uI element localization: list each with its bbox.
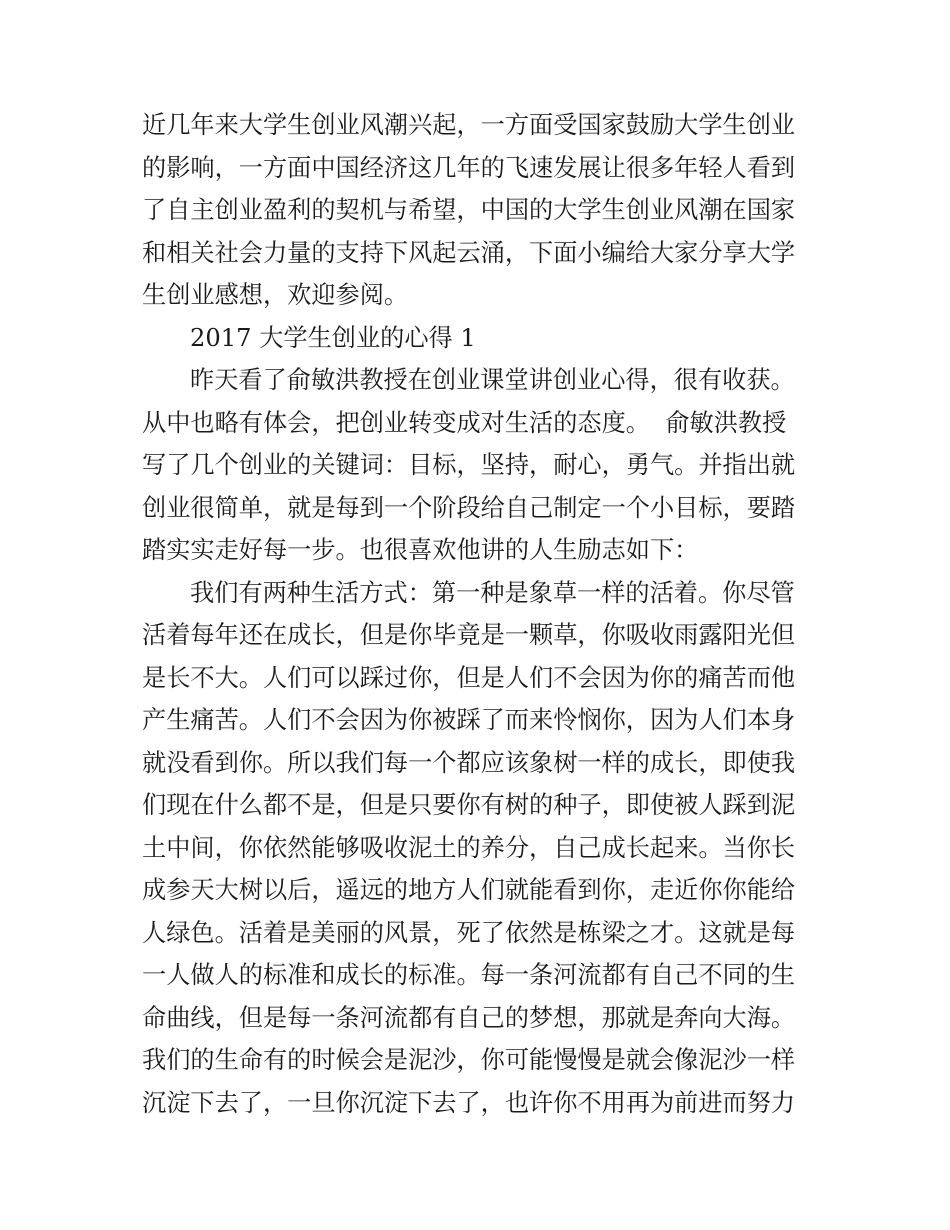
paragraph-life-line: 是长不大。人们可以踩过你，但是人们不会因为你的痛苦而他 — [142, 663, 796, 692]
paragraph-intro-line: 的影响，一方面中国经济这几年的飞速发展让很多年轻人看到 — [142, 153, 796, 182]
paragraph-intro-line: 生创业感想，欢迎参阅。 — [142, 281, 409, 309]
paragraph-life-line: 我们有两种生活方式：第一种是象草一样的活着。你尽管 — [190, 578, 795, 607]
paragraph-life-line: 沉淀下去了，一旦你沉淀下去了，也许你不用再为前进而努力 — [142, 1088, 796, 1117]
paragraph-intro-line: 近几年来大学生创业风潮兴起，一方面受国家鼓励大学生创业 — [142, 111, 796, 139]
paragraph-experience-line: 写了几个创业的关键词：目标，坚持，耐心，勇气。并指出就 — [142, 451, 796, 479]
paragraph-life-line: 就没看到你。所以我们每一个都应该象树一样的成长，即使我 — [142, 748, 796, 777]
section-heading: 2017 大学生创业的心得 1 — [190, 323, 476, 352]
paragraph-life-line: 命曲线，但是每一条河流都有自己的梦想，那就是奔向大海。 — [142, 1003, 796, 1032]
paragraph-life-line: 产生痛苦。人们不会因为你被踩了而来怜悯你，因为人们本身 — [142, 706, 796, 734]
document-body — [142, 104, 812, 1124]
paragraph-life-line: 人绿色。活着是美丽的风景，死了依然是栋梁之才。这就是每 — [142, 918, 796, 947]
paragraph-life-line: 活着每年还在成长，但是你毕竟是一颗草，你吸收雨露阳光但 — [142, 621, 796, 649]
paragraph-life-line: 我们的生命有的时候会是泥沙，你可能慢慢是就会像泥沙一样 — [142, 1046, 796, 1074]
paragraph-experience-line: 昨天看了俞敏洪教授在创业课堂讲创业心得，很有收获。 — [190, 366, 795, 394]
paragraph-experience-line: 创业很简单，就是每到一个阶段给自己制定一个小目标，要踏 — [142, 493, 796, 522]
paragraph-intro-line: 和相关社会力量的支持下风起云涌，下面小编给大家分享大学 — [142, 238, 796, 267]
paragraph-life-line: 们现在什么都不是，但是只要你有树的种子，即使被人踩到泥 — [142, 791, 796, 819]
paragraph-life-line: 一人做人的标准和成长的标准。每一条河流都有自己不同的生 — [142, 961, 796, 989]
paragraph-intro-line: 了自主创业盈利的契机与希望，中国的大学生创业风潮在国家 — [142, 196, 796, 224]
paragraph-experience-line: 踏实实走好每一步。也很喜欢他讲的人生励志如下： — [142, 536, 699, 564]
paragraph-life-line: 土中间，你依然能够吸收泥土的养分，自己成长起来。当你长 — [142, 833, 796, 862]
paragraph-life-line: 成参天大树以后，遥远的地方人们就能看到你，走近你你能给 — [142, 876, 796, 904]
paragraph-experience-line: 从中也略有体会，把创业转变成对生活的态度。 俞敏洪教授 — [142, 408, 787, 437]
